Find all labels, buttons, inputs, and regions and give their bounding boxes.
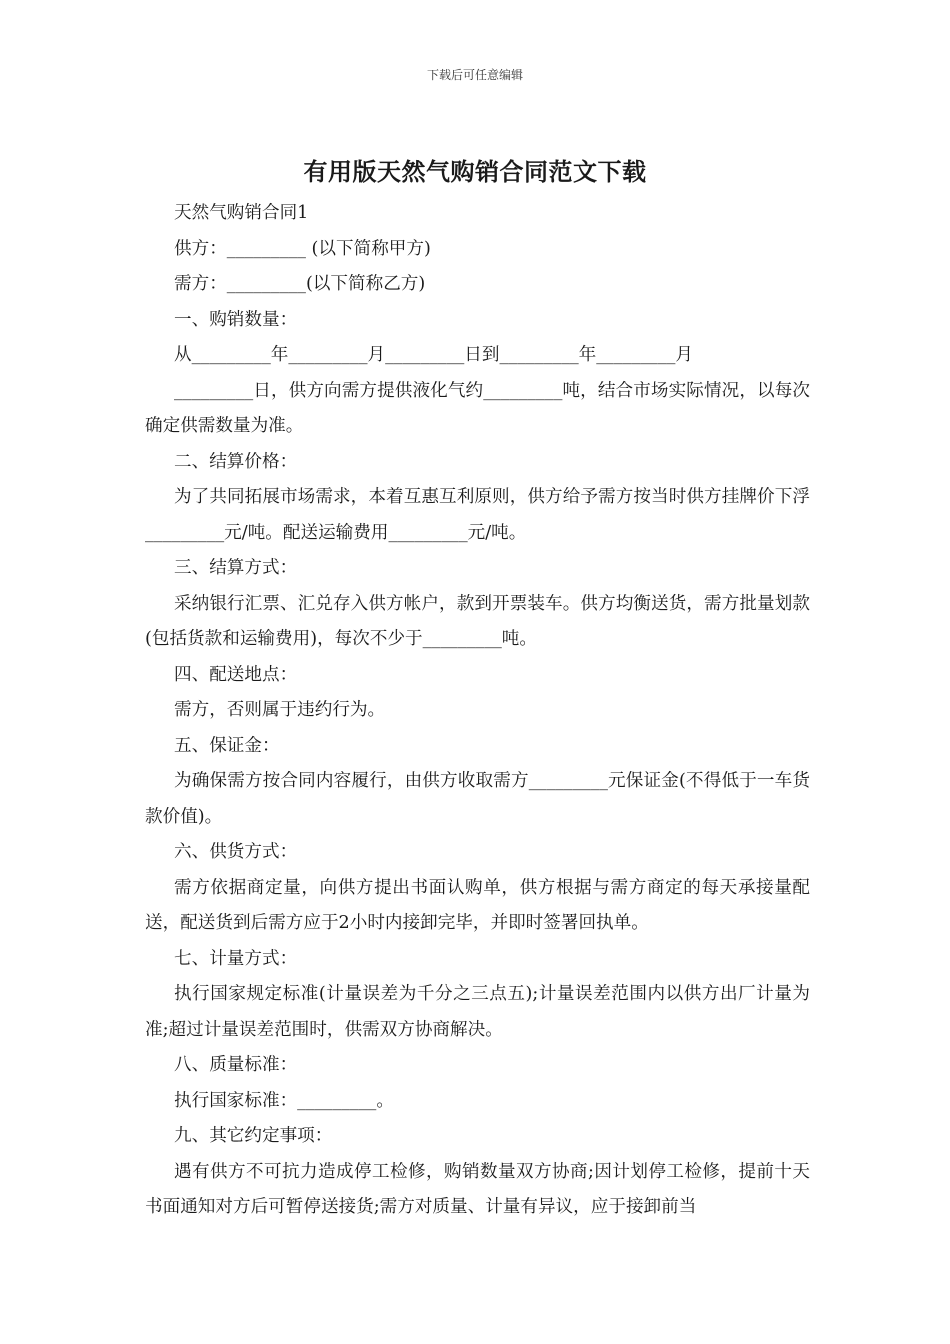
paragraph-settlement: 采纳银行汇票、汇兑存入供方帐户，款到开票装车。供方均衡送货，需方批量划款(包括货款和运输费用)，每次不少于_________吨。 [145, 593, 810, 649]
section-heading-quantity: 一、购销数量： [174, 309, 298, 330]
document-body [145, 196, 810, 1226]
paragraph-quantity: _________日，供方向需方提供液化气约_________吨，结合市场实际情况，以每次确定供需数量为准。 [145, 380, 810, 436]
section-heading-quality: 八、质量标准： [174, 1055, 298, 1075]
section-heading-supply-method: 六、供货方式： [174, 842, 298, 862]
paragraph-period: 从_________年_________月_________日到_________年_________月 [174, 345, 694, 365]
section-heading-measurement: 七、计量方式： [174, 948, 298, 969]
document-title: 有用版天然气购销合同范文下载 [303, 157, 647, 186]
paragraph-quality: 执行国家标准：_________。 [174, 1090, 394, 1111]
section-heading-settlement: 三、结算方式： [174, 558, 298, 578]
paragraph-deposit: 为确保需方按合同内容履行，由供方收取需方_________元保证金(不得低于一车货款价值)。 [145, 771, 810, 827]
section-heading-deposit: 五、保证金： [174, 735, 280, 756]
page-header-note: 下载后可任意编辑 [426, 68, 523, 82]
paragraph-delivery-location: 需方，否则属于违约行为。 [174, 700, 386, 720]
section-heading-price: 二、结算价格： [174, 451, 298, 472]
buyer-line: 需方：_________(以下简称乙方) [174, 274, 426, 294]
contract-subtitle: 天然气购销合同1 [174, 203, 309, 223]
section-heading-other-terms: 九、其它约定事项： [174, 1126, 333, 1146]
section-heading-delivery-location: 四、配送地点： [174, 664, 298, 685]
paragraph-price: 为了共同拓展市场需求，本着互惠互利原则，供方给予需方按当时供方挂牌价下浮_________元/吨。配送运输费用_________元/吨。 [145, 487, 810, 543]
supplier-line: 供方：_________ (以下简称甲方) [174, 238, 431, 259]
paragraph-measurement: 执行国家规定标准(计量误差为千分之三点五);计量误差范围内以供方出厂计量为准;超过计量误差范围时，供需双方协商解决。 [145, 984, 810, 1040]
paragraph-supply-method: 需方依据商定量，向供方提出书面认购单，供方根据与需方商定的每天承接量配送，配送货到后需方应于2小时内接卸完毕，并即时签署回执单。 [145, 877, 810, 933]
paragraph-other-terms: 遇有供方不可抗力造成停工检修，购销数量双方协商;因计划停工检修，提前十天书面通知对方后可暂停送接货;需方对质量、计量有异议，应于接卸前当 [145, 1161, 810, 1217]
